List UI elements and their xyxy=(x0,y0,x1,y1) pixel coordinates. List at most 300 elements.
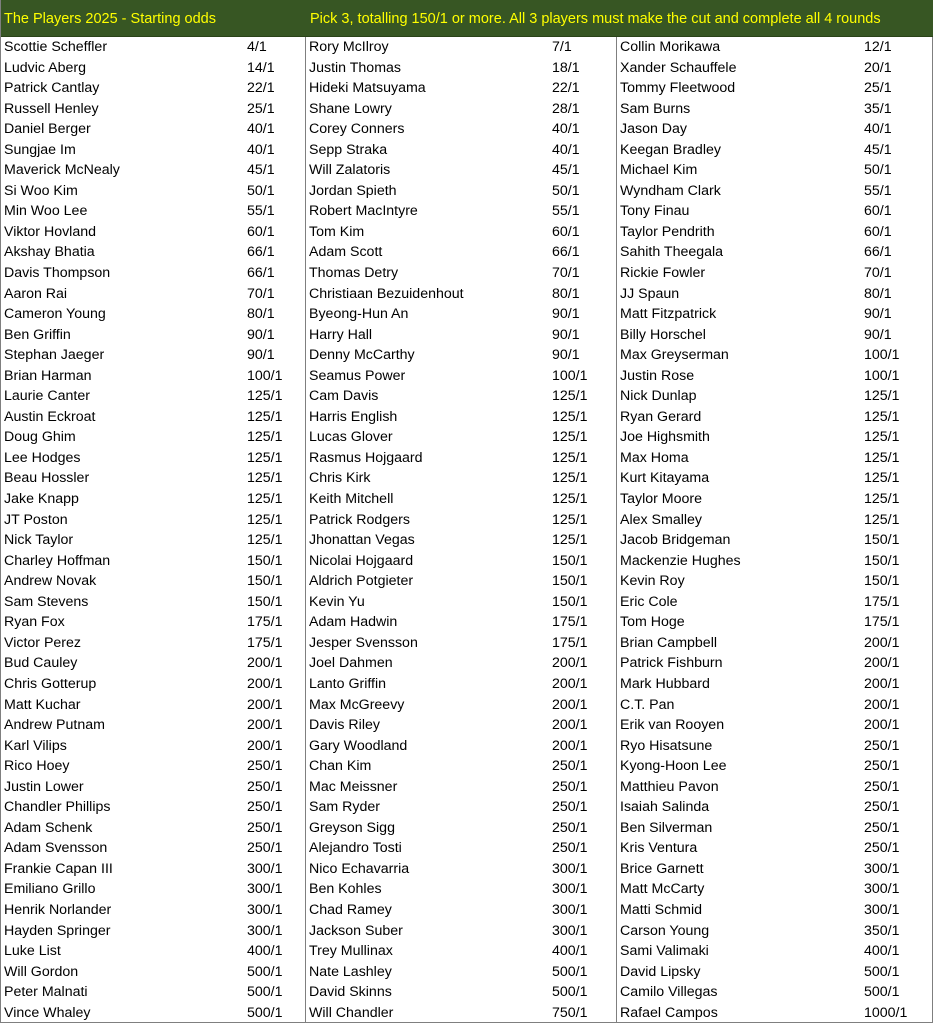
player-name: Wyndham Clark xyxy=(620,182,721,199)
player-row xyxy=(306,160,616,181)
player-name: Jordan Spieth xyxy=(309,182,397,199)
player-odds: 250/1 xyxy=(552,799,588,816)
player-odds: 1000/1 xyxy=(864,1004,908,1021)
player-odds: 175/1 xyxy=(864,593,900,610)
player-odds: 100/1 xyxy=(864,367,900,384)
player-name: Victor Perez xyxy=(4,634,82,651)
player-name: Collin Morikawa xyxy=(620,39,721,55)
player-row xyxy=(306,941,616,962)
player-odds: 250/1 xyxy=(552,758,588,775)
player-name: Chandler Phillips xyxy=(4,799,111,816)
player-name: Nico Echavarria xyxy=(309,860,410,877)
player-row xyxy=(617,284,932,305)
player-row xyxy=(617,633,932,654)
player-name: Justin Lower xyxy=(4,778,84,795)
player-row xyxy=(306,530,616,551)
player-odds: 200/1 xyxy=(247,655,283,672)
player-name: Andrew Putnam xyxy=(4,717,105,734)
player-odds: 250/1 xyxy=(247,758,283,775)
player-row xyxy=(306,777,616,798)
player-row xyxy=(1,263,305,284)
player-row xyxy=(617,78,932,99)
player-odds: 22/1 xyxy=(552,80,580,97)
player-odds: 66/1 xyxy=(247,265,275,282)
player-row xyxy=(306,736,616,757)
player-name: Austin Eckroat xyxy=(4,408,96,425)
player-name: Mackenzie Hughes xyxy=(620,552,741,569)
player-odds: 60/1 xyxy=(864,203,892,220)
player-name: Robert MacIntyre xyxy=(309,203,418,220)
player-odds: 90/1 xyxy=(864,326,892,343)
player-name: Adam Hadwin xyxy=(309,614,398,631)
player-name: Jason Day xyxy=(620,121,688,138)
player-odds: 125/1 xyxy=(247,491,283,508)
player-name: Tommy Fleetwood xyxy=(620,80,736,97)
player-row xyxy=(1,736,305,757)
player-odds: 150/1 xyxy=(864,573,900,590)
player-name: Doug Ghim xyxy=(4,429,76,446)
player-name: Beau Hossler xyxy=(4,470,90,487)
player-name: Taylor Moore xyxy=(620,491,702,508)
player-row xyxy=(617,571,932,592)
player-odds: 150/1 xyxy=(247,552,283,569)
player-name: Vince Whaley xyxy=(4,1004,91,1021)
player-row xyxy=(306,962,616,983)
player-row xyxy=(306,653,616,674)
player-odds: 200/1 xyxy=(864,696,900,713)
player-odds: 125/1 xyxy=(864,408,900,425)
player-name: Nick Dunlap xyxy=(620,388,697,405)
player-name: Lanto Griffin xyxy=(309,675,387,692)
player-odds: 200/1 xyxy=(247,717,283,734)
player-odds: 90/1 xyxy=(552,326,580,343)
player-name: C.T. Pan xyxy=(620,696,675,713)
player-odds: 500/1 xyxy=(247,984,283,1001)
player-odds: 175/1 xyxy=(247,634,283,651)
player-name: Christiaan Bezuidenhout xyxy=(309,285,464,302)
player-odds: 100/1 xyxy=(864,347,900,364)
player-row xyxy=(306,510,616,531)
player-odds: 125/1 xyxy=(247,429,283,446)
player-row xyxy=(306,859,616,880)
player-row xyxy=(306,386,616,407)
player-row xyxy=(306,551,616,572)
player-row xyxy=(1,345,305,366)
player-row xyxy=(1,468,305,489)
player-odds: 12/1 xyxy=(864,39,892,55)
player-row xyxy=(1,838,305,859)
player-name: Gary Woodland xyxy=(309,737,408,754)
player-row xyxy=(306,838,616,859)
player-name: Max Homa xyxy=(620,449,689,466)
player-name: David Lipsky xyxy=(620,963,701,980)
player-row xyxy=(1,284,305,305)
player-name: Rickie Fowler xyxy=(620,265,706,282)
player-odds: 250/1 xyxy=(552,778,588,795)
player-row xyxy=(617,345,932,366)
player-odds: 200/1 xyxy=(552,696,588,713)
player-odds: 50/1 xyxy=(552,182,580,199)
player-odds: 45/1 xyxy=(552,162,580,179)
player-odds: 66/1 xyxy=(552,244,580,261)
player-odds: 60/1 xyxy=(864,223,892,240)
player-odds: 66/1 xyxy=(864,244,892,261)
player-odds: 350/1 xyxy=(864,922,900,939)
rules-text: Pick 3, totalling 150/1 or more. All 3 players must make the cut and complete all 4 rounds xyxy=(310,11,881,27)
player-name: Jackson Suber xyxy=(309,922,403,939)
player-row xyxy=(617,777,932,798)
player-row xyxy=(306,325,616,346)
player-row xyxy=(306,448,616,469)
player-odds: 250/1 xyxy=(864,840,900,857)
player-odds: 125/1 xyxy=(864,388,900,405)
player-odds: 125/1 xyxy=(864,491,900,508)
player-odds: 150/1 xyxy=(247,573,283,590)
player-odds: 60/1 xyxy=(247,223,275,240)
player-name: Mark Hubbard xyxy=(620,675,710,692)
player-odds: 125/1 xyxy=(247,511,283,528)
player-name: Justin Rose xyxy=(620,367,695,384)
player-odds: 400/1 xyxy=(864,943,900,960)
player-odds: 400/1 xyxy=(552,943,588,960)
player-row xyxy=(306,58,616,79)
player-name: Camilo Villegas xyxy=(620,984,718,1001)
player-row xyxy=(1,119,305,140)
player-odds: 300/1 xyxy=(247,860,283,877)
player-row xyxy=(306,345,616,366)
player-odds: 125/1 xyxy=(552,388,588,405)
player-odds: 750/1 xyxy=(552,1004,588,1021)
player-name: Akshay Bhatia xyxy=(4,244,95,261)
player-odds: 300/1 xyxy=(247,881,283,898)
player-name: Kurt Kitayama xyxy=(620,470,710,487)
player-row xyxy=(617,941,932,962)
player-row xyxy=(617,222,932,243)
player-name: Adam Svensson xyxy=(4,840,108,857)
player-name: Carson Young xyxy=(620,922,710,939)
player-name: Andrew Novak xyxy=(4,573,97,590)
player-odds: 40/1 xyxy=(864,121,892,138)
player-odds: 250/1 xyxy=(247,799,283,816)
player-odds: 80/1 xyxy=(864,285,892,302)
player-name: Joel Dahmen xyxy=(309,655,393,672)
player-name: Jesper Svensson xyxy=(309,634,418,651)
player-row xyxy=(306,900,616,921)
player-name: Greyson Sigg xyxy=(309,819,395,836)
player-name: Davis Thompson xyxy=(4,265,111,282)
player-name: Aldrich Potgieter xyxy=(309,573,414,590)
player-row xyxy=(617,407,932,428)
player-row xyxy=(617,427,932,448)
player-name: Ryan Fox xyxy=(4,614,65,631)
player-name: Justin Thomas xyxy=(309,59,401,76)
player-row xyxy=(306,468,616,489)
player-odds: 125/1 xyxy=(552,429,588,446)
player-odds: 50/1 xyxy=(247,182,275,199)
player-row xyxy=(617,201,932,222)
player-row xyxy=(306,612,616,633)
player-name: Stephan Jaeger xyxy=(4,347,105,364)
player-row xyxy=(617,530,932,551)
player-name: Will Chandler xyxy=(309,1004,394,1021)
player-odds: 150/1 xyxy=(864,532,900,549)
player-odds: 80/1 xyxy=(247,306,275,323)
player-name: Lucas Glover xyxy=(309,429,393,446)
player-row xyxy=(1,304,305,325)
player-odds: 90/1 xyxy=(552,347,580,364)
player-row xyxy=(617,879,932,900)
player-row xyxy=(306,489,616,510)
player-name: Matt Fitzpatrick xyxy=(620,306,717,323)
player-odds: 25/1 xyxy=(247,100,275,117)
player-row xyxy=(617,551,932,572)
player-name: Daniel Berger xyxy=(4,121,91,138)
player-name: Kevin Yu xyxy=(309,593,365,610)
player-odds: 500/1 xyxy=(552,963,588,980)
player-row xyxy=(617,58,932,79)
player-odds: 90/1 xyxy=(247,347,275,364)
player-row xyxy=(617,612,932,633)
player-row xyxy=(617,982,932,1003)
player-odds: 18/1 xyxy=(552,59,580,76)
player-name: Jhonattan Vegas xyxy=(309,532,415,549)
player-row xyxy=(617,242,932,263)
player-row xyxy=(1,510,305,531)
player-odds: 300/1 xyxy=(552,901,588,918)
player-name: Kevin Roy xyxy=(620,573,685,590)
player-row xyxy=(617,592,932,613)
player-row xyxy=(1,242,305,263)
player-odds: 500/1 xyxy=(864,963,900,980)
player-name: Alex Smalley xyxy=(620,511,703,528)
player-row xyxy=(306,37,616,58)
player-name: Bud Cauley xyxy=(4,655,78,672)
player-odds: 300/1 xyxy=(552,860,588,877)
player-name: Adam Scott xyxy=(309,244,383,261)
player-name: Keith Mitchell xyxy=(309,491,394,508)
player-odds: 125/1 xyxy=(247,388,283,405)
player-name: Harris English xyxy=(309,408,398,425)
player-row xyxy=(617,119,932,140)
player-row xyxy=(1,551,305,572)
player-row xyxy=(1,489,305,510)
player-odds: 55/1 xyxy=(552,203,580,220)
player-row xyxy=(306,78,616,99)
player-odds: 125/1 xyxy=(552,408,588,425)
player-odds: 200/1 xyxy=(552,717,588,734)
player-row xyxy=(1,386,305,407)
player-row xyxy=(1,674,305,695)
player-odds: 500/1 xyxy=(247,963,283,980)
player-name: Max McGreevy xyxy=(309,696,405,713)
player-odds: 200/1 xyxy=(552,737,588,754)
player-row xyxy=(617,859,932,880)
player-row xyxy=(306,879,616,900)
player-odds: 175/1 xyxy=(552,614,588,631)
player-name: Ben Kohles xyxy=(309,881,382,898)
player-row xyxy=(1,571,305,592)
player-odds: 250/1 xyxy=(552,819,588,836)
player-name: Sam Burns xyxy=(620,100,691,117)
player-odds: 125/1 xyxy=(552,532,588,549)
player-row xyxy=(306,201,616,222)
player-name: Mac Meissner xyxy=(309,778,398,795)
player-odds: 100/1 xyxy=(552,367,588,384)
player-odds: 300/1 xyxy=(552,881,588,898)
player-row xyxy=(1,201,305,222)
player-row xyxy=(617,674,932,695)
player-name: Min Woo Lee xyxy=(4,203,88,220)
player-row xyxy=(306,407,616,428)
player-odds: 250/1 xyxy=(864,758,900,775)
player-name: Chris Gotterup xyxy=(4,675,97,692)
player-name: Isaiah Salinda xyxy=(620,799,710,816)
player-odds: 7/1 xyxy=(552,39,572,55)
player-name: Michael Kim xyxy=(620,162,698,179)
player-odds: 200/1 xyxy=(247,737,283,754)
player-row xyxy=(306,592,616,613)
player-row xyxy=(617,468,932,489)
sheet-title: The Players 2025 - Starting odds xyxy=(4,11,216,27)
player-odds: 80/1 xyxy=(552,285,580,302)
player-name: Sam Ryder xyxy=(309,799,380,816)
player-row xyxy=(1,879,305,900)
player-name: David Skinns xyxy=(309,984,392,1001)
player-name: Joe Highsmith xyxy=(620,429,710,446)
player-row xyxy=(1,160,305,181)
player-name: Ludvic Aberg xyxy=(4,59,87,76)
player-row xyxy=(617,140,932,161)
player-odds: 150/1 xyxy=(552,573,588,590)
player-name: Ben Silverman xyxy=(620,819,713,836)
player-odds: 500/1 xyxy=(247,1004,283,1021)
player-odds: 175/1 xyxy=(864,614,900,631)
player-row xyxy=(306,674,616,695)
player-odds: 40/1 xyxy=(552,121,580,138)
odds-column-2 xyxy=(306,37,617,1023)
player-row xyxy=(617,325,932,346)
player-row xyxy=(617,366,932,387)
player-odds: 250/1 xyxy=(552,840,588,857)
player-name: Seamus Power xyxy=(309,367,406,384)
player-name: Brian Campbell xyxy=(620,634,717,651)
player-name: Patrick Fishburn xyxy=(620,655,723,672)
player-row xyxy=(1,140,305,161)
player-name: Chan Kim xyxy=(309,758,372,775)
player-odds: 55/1 xyxy=(247,203,275,220)
player-odds: 40/1 xyxy=(247,141,275,158)
player-row xyxy=(306,1003,616,1024)
player-row xyxy=(1,99,305,120)
player-name: Kyong-Hoon Lee xyxy=(620,758,727,775)
player-odds: 300/1 xyxy=(552,922,588,939)
player-row xyxy=(617,818,932,839)
player-odds: 250/1 xyxy=(864,737,900,754)
player-odds: 200/1 xyxy=(864,675,900,692)
player-row xyxy=(1,37,305,58)
player-odds: 125/1 xyxy=(552,470,588,487)
player-odds: 200/1 xyxy=(864,717,900,734)
player-row xyxy=(306,571,616,592)
player-row xyxy=(617,304,932,325)
player-odds: 400/1 xyxy=(247,943,283,960)
player-odds: 175/1 xyxy=(247,614,283,631)
player-name: Ryo Hisatsune xyxy=(620,737,713,754)
player-row xyxy=(306,427,616,448)
player-row xyxy=(1,612,305,633)
player-name: Viktor Hovland xyxy=(4,223,97,240)
player-name: Cameron Young xyxy=(4,306,106,323)
player-name: Ben Griffin xyxy=(4,326,71,343)
player-odds: 250/1 xyxy=(864,778,900,795)
player-odds: 200/1 xyxy=(552,675,588,692)
player-row xyxy=(617,962,932,983)
player-name: Alejandro Tosti xyxy=(309,840,402,857)
odds-column-3 xyxy=(617,37,933,1023)
player-odds: 125/1 xyxy=(247,449,283,466)
player-odds: 45/1 xyxy=(864,141,892,158)
player-row xyxy=(306,119,616,140)
player-row xyxy=(306,242,616,263)
player-name: Byeong-Hun An xyxy=(309,306,409,323)
player-odds: 300/1 xyxy=(247,901,283,918)
player-row xyxy=(306,140,616,161)
player-row xyxy=(1,222,305,243)
player-row xyxy=(306,715,616,736)
player-row xyxy=(617,263,932,284)
player-odds: 150/1 xyxy=(247,593,283,610)
player-name: Sungjae Im xyxy=(4,141,76,158)
player-name: Shane Lowry xyxy=(309,100,392,117)
player-row xyxy=(617,160,932,181)
player-name: Tom Kim xyxy=(309,223,365,240)
player-name: Cam Davis xyxy=(309,388,379,405)
player-row xyxy=(617,921,932,942)
player-odds: 90/1 xyxy=(864,306,892,323)
player-name: Taylor Pendrith xyxy=(620,223,715,240)
player-odds: 250/1 xyxy=(247,819,283,836)
player-odds: 90/1 xyxy=(247,326,275,343)
player-name: Kris Ventura xyxy=(620,840,698,857)
player-odds: 28/1 xyxy=(552,100,580,117)
player-name: Maverick McNealy xyxy=(4,162,120,179)
player-row xyxy=(306,284,616,305)
player-name: Nick Taylor xyxy=(4,532,74,549)
player-name: Keegan Bradley xyxy=(620,141,721,158)
player-row xyxy=(617,1003,932,1024)
player-name: Rico Hoey xyxy=(4,758,70,775)
player-odds: 70/1 xyxy=(864,265,892,282)
player-name: Scottie Scheffler xyxy=(4,39,108,55)
player-row xyxy=(1,427,305,448)
player-name: Jake Knapp xyxy=(4,491,79,508)
player-odds: 200/1 xyxy=(864,634,900,651)
player-name: Luke List xyxy=(4,943,61,960)
player-name: Lee Hodges xyxy=(4,449,81,466)
player-name: Tom Hoge xyxy=(620,614,685,631)
player-name: Corey Conners xyxy=(309,121,405,138)
player-odds: 150/1 xyxy=(552,593,588,610)
player-odds: 40/1 xyxy=(247,121,275,138)
player-name: Tony Finau xyxy=(620,203,690,220)
player-row xyxy=(306,99,616,120)
player-odds: 66/1 xyxy=(247,244,275,261)
player-name: Si Woo Kim xyxy=(4,182,78,199)
player-name: Billy Horschel xyxy=(620,326,706,343)
player-row xyxy=(617,448,932,469)
player-name: Jacob Bridgeman xyxy=(620,532,731,549)
player-row xyxy=(617,653,932,674)
